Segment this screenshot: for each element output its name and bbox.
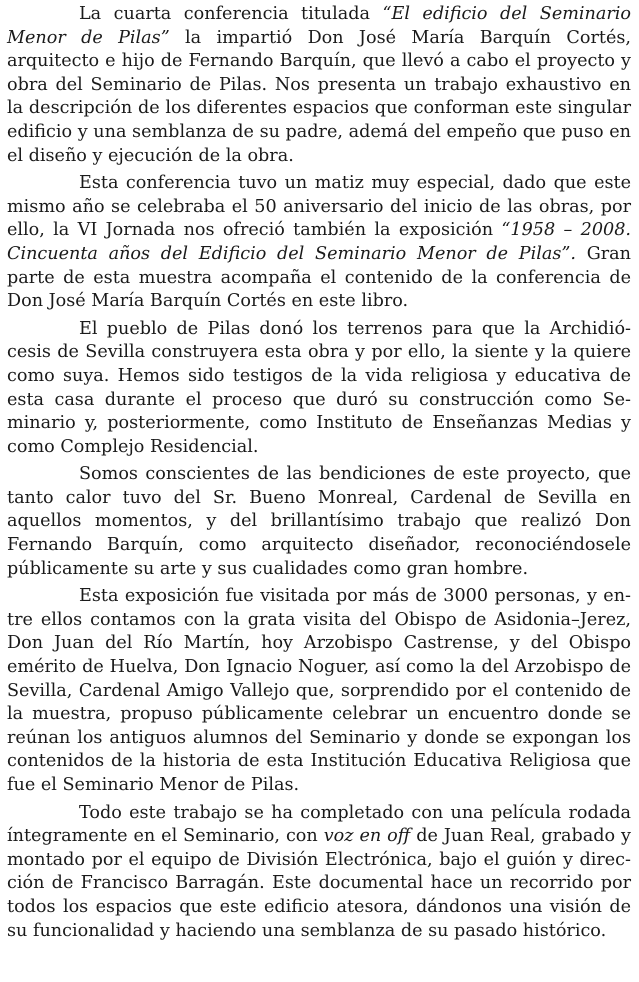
paragraph-1-text: La cuarta conferencia titulada	[79, 4, 383, 24]
paragraph-6-text: Todo este trabajo se ha completado con una película rodada íntegramente en el Seminario, con	[7, 802, 631, 847]
paragraph-1-title-italic: “El edificio del Seminario Menor de Pilas”	[7, 4, 631, 48]
paragraph-1-text: la impartió Don José María Barquín Cortés, arquitecto e hijo de Fernando Barquín, que llevó a cabo el proyecto y obra del Seminario de Pilas. Nos presenta un trabajo exhaustivo en la descripción de los diferentes espacios que conforman este singular edificio y una semblanza de su padre, ademá del empeño que puso en el diseño y ejecución de la obra.	[7, 27, 631, 166]
paragraph-1	[7, 3, 631, 168]
paragraph-3-text: El pueblo de Pilas donó los terrenos para que la Archidiócesis de Sevilla construyera esta obra y por ello, la siente y la quiere como suya. Hemos sido testigos de la vida religiosa y educativa de esta casa durante el proceso que duró su construcción como Seminario y, posteriormente, como Instituto de Enseñanzas Medias y como Complejo Residencial.	[7, 318, 631, 457]
paragraph-6-italic-phrase: voz en off	[323, 826, 411, 847]
paragraph-6	[7, 802, 631, 944]
paragraph-2-text: Gran parte de esta muestra acompaña el contenido de la conferencia de Don José María Barquín Cortés en este libro.	[7, 243, 631, 312]
paragraph-2-text: Esta conferencia tuvo un matiz muy especial, dado que este mismo año se celebraba el 50 aniversario del inicio de las obras, por ello, la VI Jornada nos ofreció también la exposición	[7, 173, 631, 241]
paragraph-2-title-italic: “1958 – 2008. Cincuenta años del Edificio del Seminario Menor de Pilas”.	[7, 220, 631, 264]
paragraph-4	[7, 463, 631, 581]
paragraph-3	[7, 318, 631, 460]
paragraph-2	[7, 172, 631, 314]
paragraph-5-text: Esta exposición fue visitada por más de 3000 personas, y entre ellos contamos con la grata visita del Obispo de Asidonia–Jerez, Don Juan del Río Martín, hoy Arzobispo Castrense, y del Obispo emérito de Huelva, Don Ignacio Noguer, así como la del Arzobispo de Sevilla, Cardenal Amigo Vallejo que, sorprendido por el contenido de la muestra, propuso públicamente celebrar un encuentro donde se reúnan los antiguos alumnos del Seminario y donde se expongan los contenidos de la historia de esta Institución Educativa Religiosa que fue el Seminario Menor de Pilas.	[7, 586, 631, 795]
paragraph-4-text: Somos conscientes de las bendiciones de este proyecto, que tanto calor tuvo del Sr. Bueno Monreal, Cardenal de Sevilla en aquellos momentos, y del brillantísimo trabajo que realizó Don Fernando Barquín, como arquitecto diseñador, reconociéndosele públicamente su arte y sus cualidades como gran hombre.	[7, 464, 631, 579]
paragraph-5	[7, 585, 631, 797]
paragraph-6-text: de Juan Real, grabado y montado por el equipo de División Electrónica, bajo el guión y dirección de Francisco Barragán. Este documental hace un recorrido por todos los espacios que este edificio atesora, dándonos una visión de su funcionalidad y haciendo una semblanza de su pasado histórico.	[7, 826, 631, 941]
